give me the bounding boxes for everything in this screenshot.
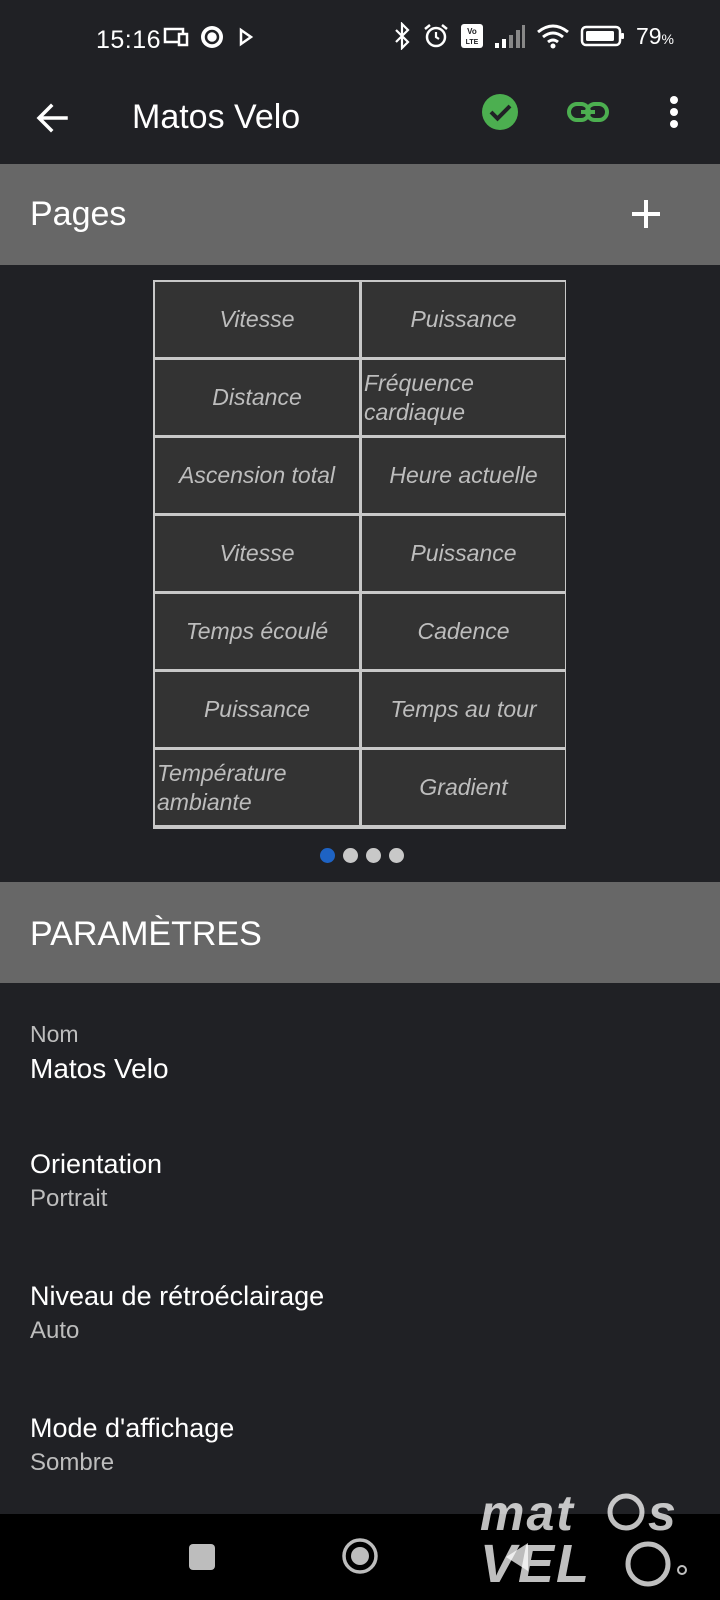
page-dot[interactable] [389,848,404,863]
data-field-cell: Vitesse [155,516,359,591]
data-field-cell: Puissance [155,672,359,747]
recents-icon[interactable] [189,1544,215,1570]
home-icon[interactable] [340,1536,380,1576]
page-dot[interactable] [343,848,358,863]
link-icon[interactable] [566,94,610,130]
app-notification-icon [199,24,225,50]
setting-value: Matos Velo [30,1053,169,1084]
wifi-icon [536,23,570,49]
data-field-cell: Heure actuelle [362,438,565,513]
setting-value: Portrait [30,1185,108,1212]
volte-icon [460,23,484,49]
data-field-cell: Puissance [362,282,565,357]
data-field-cell: Fréquence cardiaque [362,360,565,435]
data-field-cell: Température ambiante [155,750,359,825]
back-button[interactable] [30,96,74,140]
battery-icon [580,24,626,48]
battery-unit: % [661,30,674,47]
add-icon[interactable] [626,194,666,234]
setting-display-mode[interactable] [30,1410,690,1480]
pages-title: Pages [30,195,127,233]
cast-icon [163,26,189,48]
params-title: PARAMÈTRES [30,915,262,953]
setting-label: Orientation [30,1149,163,1179]
page-indicator [320,848,404,863]
setting-name[interactable] [30,1018,690,1088]
setting-label: Niveau de rétroéclairage [30,1281,325,1311]
bluetooth-icon [392,22,412,50]
watermark-line2: VEL [480,1534,592,1588]
setting-backlight[interactable] [30,1278,690,1348]
data-field-cell: Gradient [362,750,565,825]
watermark-line1: mat [480,1485,575,1541]
battery-value: 79 [635,22,662,49]
status-time: 15:16 [96,26,162,54]
data-field-cell: Ascension total [155,438,359,513]
watermark-logo [478,1484,698,1588]
data-field-cell: Temps au tour [362,672,565,747]
status-bar [0,0,720,80]
page-preview-grid[interactable] [153,280,566,829]
params-header [0,882,720,983]
setting-orientation[interactable] [30,1146,690,1216]
alarm-icon [422,22,450,50]
data-field-cell: Vitesse [155,282,359,357]
svg-text:LTE: LTE [465,39,479,46]
data-field-cell: Puissance [362,516,565,591]
status-left-icons [163,24,255,50]
setting-label: Mode d'affichage [30,1413,235,1443]
signal-icon [494,23,526,49]
arrow-back-icon [35,103,69,133]
battery-percent [636,23,674,50]
play-icon [235,26,255,48]
svg-text:Vo: Vo [467,27,477,36]
page-dot[interactable] [366,848,381,863]
pages-header [0,164,720,265]
data-field-cell: Distance [155,360,359,435]
setting-value: Sombre [30,1449,115,1476]
app-bar [0,80,720,162]
svg-text:s: s [648,1485,676,1541]
page-title: Matos Velo [132,98,301,136]
setting-label: Nom [30,1021,79,1047]
data-field-cell: Cadence [362,594,565,669]
more-vert-icon[interactable] [660,92,688,132]
status-right-icons [392,22,674,50]
setting-value: Auto [30,1317,80,1344]
check-circle-icon[interactable] [480,92,520,132]
page-dot-active[interactable] [320,848,335,863]
data-field-cell: Temps écoulé [155,594,359,669]
